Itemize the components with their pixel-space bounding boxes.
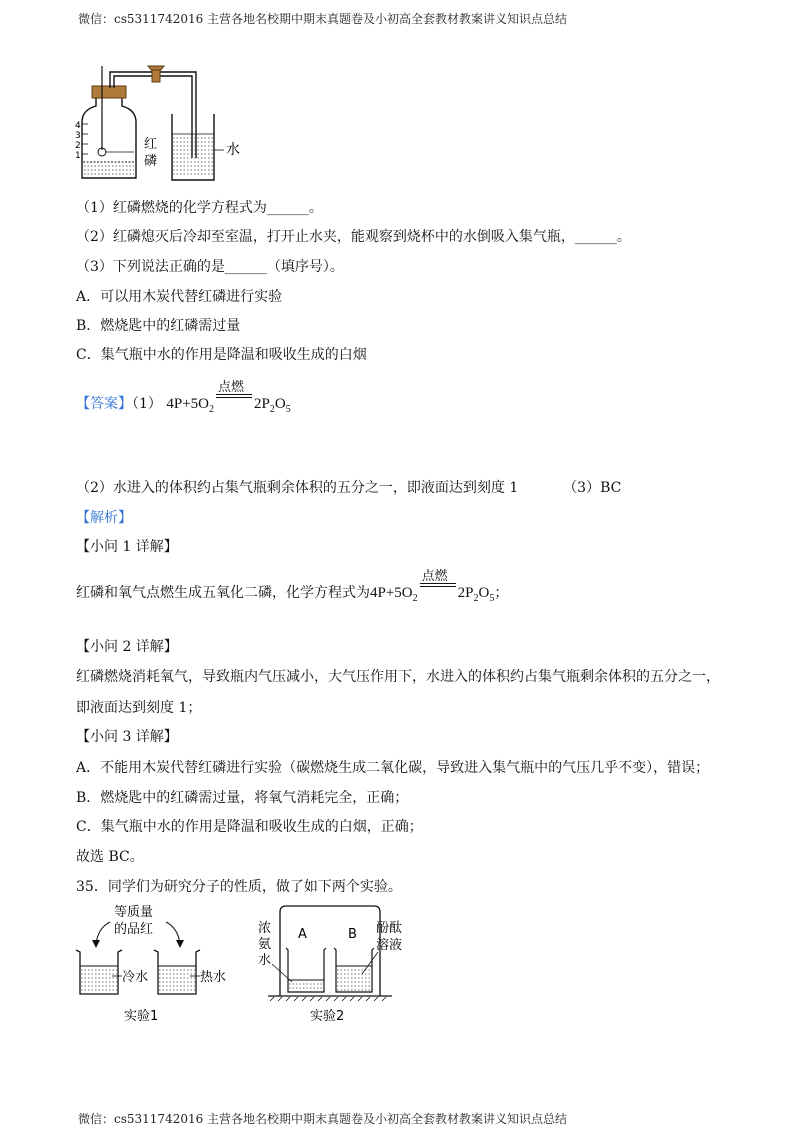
page-footer: 微信：cs5311742016 主营各地名校期中期末真题卷及小初高全套教材教案讲义知识点总结 [78,1112,568,1126]
exp2-phenol-2: 溶液 [376,938,402,953]
sub1-eq-right-a: 2P [457,585,474,601]
sub1-eq-left-sub: 2 [412,593,418,604]
exp2-caption: 实验2 [310,1009,345,1024]
exp2-ammonia-1: 浓 [258,921,272,936]
sub3-title: 【小问 3 详解】 [76,729,178,745]
eq-condition-text: 点燃 [218,380,245,395]
exp2-phenol-1: 酚酞 [376,921,402,936]
exp1-label-top1: 等质量 [114,905,154,920]
eq-right-sub1: 2 [269,404,275,415]
answer-part2: （2）水进入的体积约占集气瓶剩余体积的五分之一，即液面达到刻度 1 [76,480,519,496]
eq-right-sub2: 5 [285,404,291,415]
sub3-b: B．燃烧匙中的红磷需过量，将氧气消耗完全，正确； [76,790,409,806]
exp2-label-b: B [348,927,357,942]
question-35-stem: 35．同学们为研究分子的性质，做了如下两个实验。 [76,879,402,895]
sub1-eq-right-sub2: 5 [489,593,495,604]
exp1-hot-water: 热水 [200,970,227,985]
sub1-eq-condition-text: 点燃 [421,569,448,584]
figure-phosphorus-apparatus [72,58,262,186]
answer-line-2 [76,478,621,498]
answer-part3: （3）BC [563,480,622,496]
sub1-eq-condition [420,569,456,597]
sub1-eq-left: 4P+5O [370,585,413,601]
sub1-equation [370,569,495,604]
answer-equation [166,380,291,415]
label-water: 水 [226,142,240,158]
option-b: B．燃烧匙中的红磷需过量 [76,318,241,334]
eq-right-b: O [274,396,286,412]
sub2-text-line2: 即液面达到刻度 1； [76,700,202,716]
eq-left-sub: 2 [209,404,215,415]
sub1-end: ； [494,585,509,601]
eq-right-a: 2P [254,396,270,412]
page-header: 微信：cs5311742016 主营各地名校期中期末真题卷及小初高全套教材教案讲义知识点总结 [78,12,568,26]
eq-left: 4P+5O [166,396,210,412]
sub3-c: C．集气瓶中水的作用是降温和吸收生成的白烟，正确； [76,819,423,835]
question-2: （2）红磷熄灭后冷却至室温，打开止水夹，能观察到烧杯中的水倒吸入集气瓶，______。 [76,229,631,245]
exp2-ammonia-3: 水 [258,953,272,968]
sub3-conclusion: 故选 BC。 [76,849,144,865]
sub1-text-line [76,569,509,609]
sub1-eq-right-sub1: 2 [473,593,479,604]
eq-condition [216,380,252,408]
scale-label-2: 2 [75,141,81,151]
exp2-ammonia-2: 氨 [258,937,272,952]
label-red: 红 [144,137,158,152]
exp1-label-top2: 的品红 [114,922,154,937]
sub1-title: 【小问 1 详解】 [76,539,178,555]
figure-experiments [72,902,402,1030]
sub1-text: 红磷和氧气点燃生成五氧化二磷，化学方程式为 [76,585,370,601]
sub3-a: A．不能用木炭代替红磷进行实验（碳燃烧生成二氧化碳，导致进入集气瓶中的气压几乎不变），错误； [76,760,710,776]
sub2-title: 【小问 2 详解】 [76,639,178,655]
exp1-caption: 实验1 [124,1009,159,1024]
answer-line-1 [76,380,291,420]
question-1: （1）红磷燃烧的化学方程式为______。 [76,200,323,216]
analysis-tag: 【解析】 [76,510,132,526]
sub1-eq-right-b: O [478,585,490,601]
question-3: （3）下列说法正确的是______（填序号）。 [76,259,344,275]
scale-label-1: 1 [75,151,81,161]
exp2-label-a: A [298,927,307,942]
answer-part1-prefix: （1） [132,396,162,412]
scale-label-4: 4 [75,121,81,131]
answer-tag: 【答案】 [76,396,132,412]
label-phosphorus: 磷 [144,154,158,169]
sub2-text-line1: 红磷燃烧消耗氧气，导致瓶内气压减小，大气压作用下，水进入的体积约占集气瓶剩余体积的五分之一， [76,669,720,685]
option-c: C．集气瓶中水的作用是降温和吸收生成的白烟 [76,347,367,363]
option-a: A．可以用木炭代替红磷进行实验 [76,289,283,305]
scale-label-3: 3 [75,131,81,141]
exp1-cold-water: 冷水 [122,970,149,985]
